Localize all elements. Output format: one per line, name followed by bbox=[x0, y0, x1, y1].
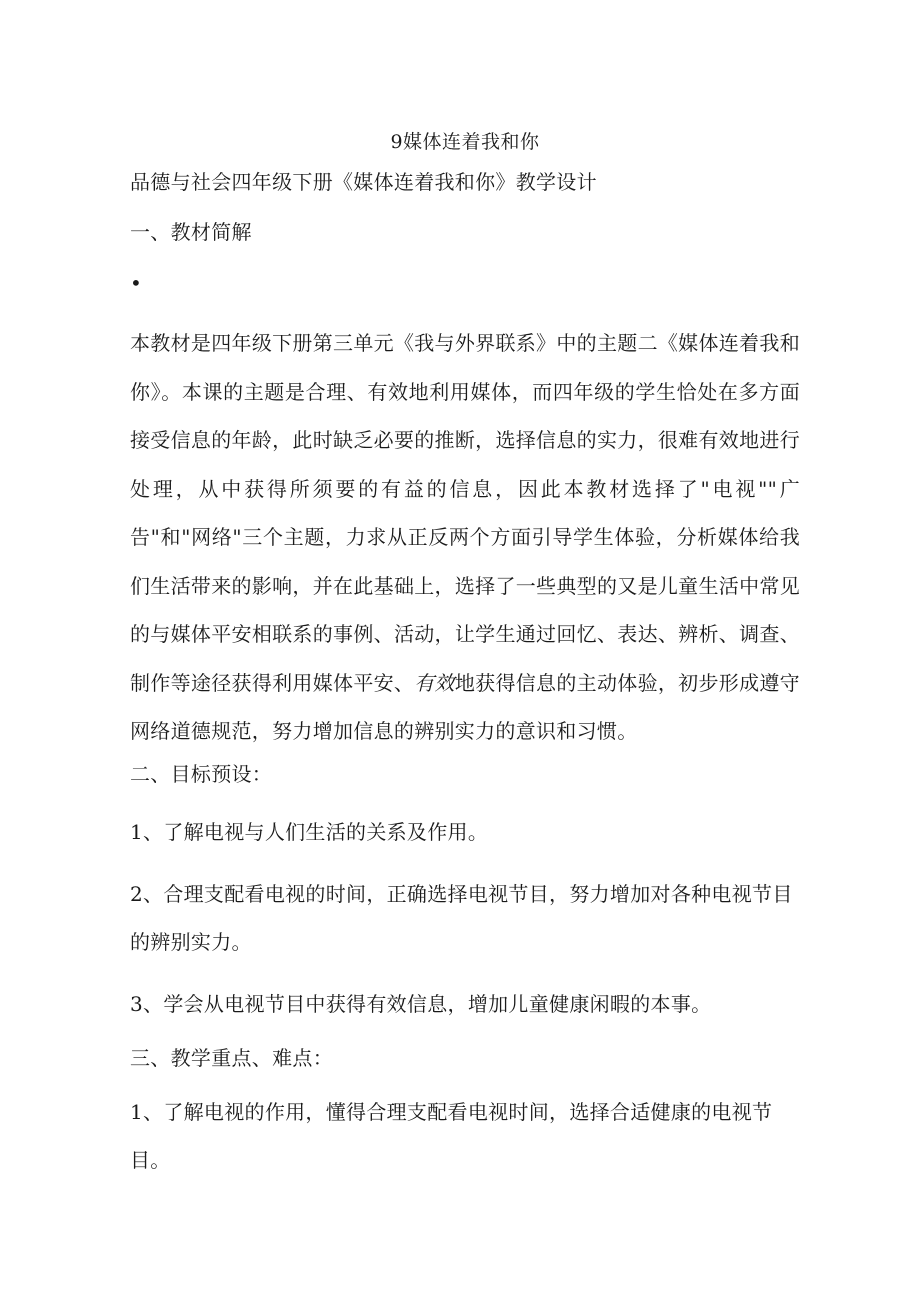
intro-text-part1: 本教材是四年级下册第三单元《我与外界联系》中的主题二《媒体连着我和你》。本课的主题是合理、有效地利用媒体，而四年级的学生恰处在多方面接受信息的年龄，此时缺乏必要的推断，选择信息的实力，很难有效地进行处理，从中获得所须要的有益的信息，因此本教材选择了"电视""广告"和"网络"三个主题，力求从正反两个方面引导学生体验，分析媒体给我们生活带来的影响，并在此基础上，选择了一些典型的又是儿童生活中常见的与媒体平安相联系的事例、活动，让学生通过回忆、表达、辨析、调查、制作等途径获得利用媒体平安、 bbox=[130, 331, 800, 695]
bullet-marker: • bbox=[130, 271, 142, 295]
intro-text-part2: 地获得信息的主动体验，初步形成遵守网络道德规范，努力增加信息的辨别实力的意识和习惯。 bbox=[130, 670, 800, 743]
document-page bbox=[130, 128, 800, 1198]
section-heading-materials: 一、教材简解 bbox=[130, 220, 252, 244]
goal-item-2: 2、合理支配看电视的时间，正确选择电视节目，努力增加对各种电视节目的辨别实力。 bbox=[130, 881, 793, 954]
document-title: 9媒体连着我和你 bbox=[390, 131, 540, 153]
intro-text-emphasis: 有效 bbox=[414, 670, 455, 695]
goal-item-1: 1、了解电视与人们生活的关系及作用。 bbox=[130, 819, 489, 844]
section-heading-key-points: 三、教学重点、难点： bbox=[130, 1045, 333, 1070]
intro-paragraph bbox=[130, 319, 800, 756]
document-subtitle: 品德与社会四年级下册《媒体连着我和你》教学设计 bbox=[130, 170, 597, 194]
section-heading-goals: 二、目标预设： bbox=[130, 761, 273, 786]
goal-item-3: 3、学会从电视节目中获得有效信息，增加儿童健康闲暇的本事。 bbox=[130, 991, 712, 1016]
key-point-item-1: 1、了解电视的作用，懂得合理支配看电视时间，选择合适健康的电视节目。 bbox=[130, 1099, 773, 1172]
